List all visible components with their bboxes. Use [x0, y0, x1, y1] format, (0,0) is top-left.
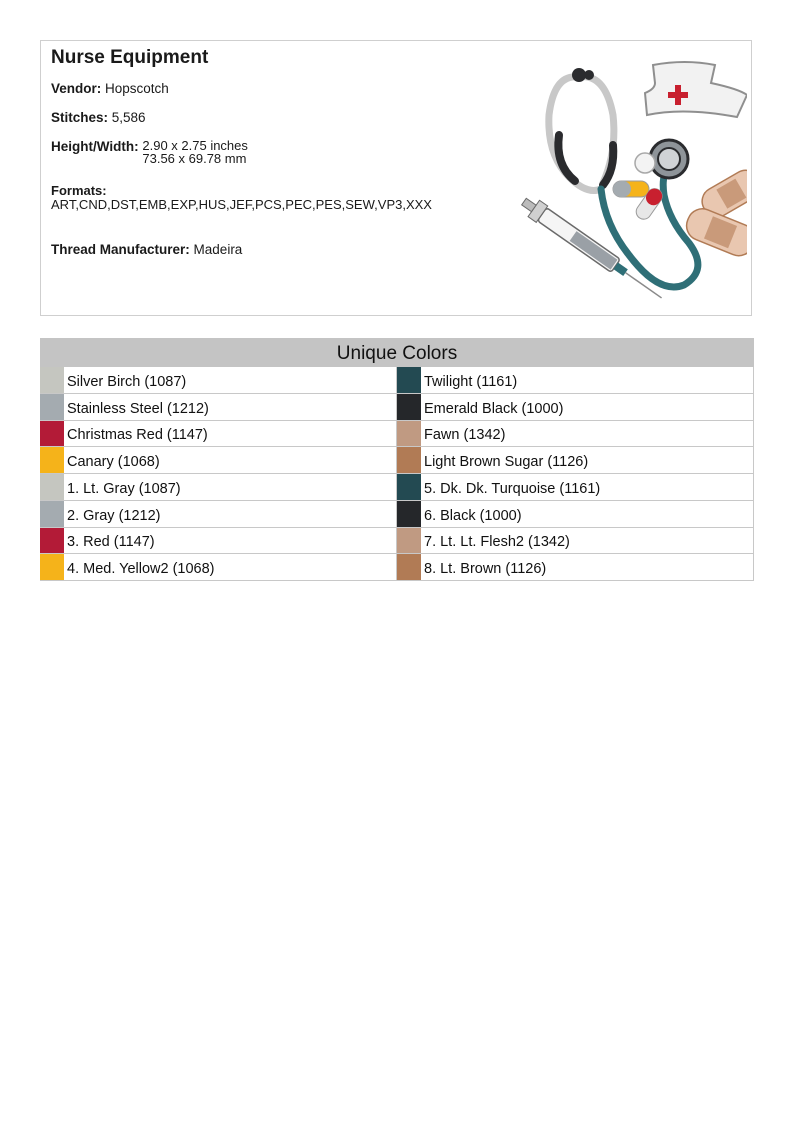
vendor-label: Vendor:: [51, 81, 102, 96]
color-label: Fawn (1342): [424, 427, 506, 444]
color-row-cell: [397, 554, 754, 581]
color-swatch: [40, 421, 64, 447]
color-label: Stainless Steel (1212): [67, 400, 209, 417]
thread-manufacturer-label: Thread Manufacturer:: [51, 242, 190, 257]
color-swatch: [397, 367, 421, 393]
color-row-cell: [40, 394, 397, 421]
color-swatch: [40, 474, 64, 500]
color-label: Christmas Red (1147): [67, 427, 208, 444]
height-width-label: Height/Width:: [51, 139, 139, 154]
color-label: 5. Dk. Dk. Turquoise (1161): [424, 480, 601, 497]
height-width-mm: 73.56 x 69.78 mm: [142, 151, 247, 166]
height-width-value: [142, 139, 248, 165]
color-label: Light Brown Sugar (1126): [424, 454, 589, 471]
vendor-value: Hopscotch: [105, 81, 169, 96]
color-label: 1. Lt. Gray (1087): [67, 480, 181, 497]
color-row-cell: [397, 447, 754, 474]
color-row-cell: [40, 528, 397, 555]
color-row-cell: [397, 501, 754, 528]
formats-label: Formats:: [51, 183, 107, 198]
thread-manufacturer-value: Madeira: [193, 242, 243, 257]
color-label: Emerald Black (1000): [424, 400, 564, 417]
unique-colors-header: Unique Colors: [40, 338, 754, 367]
embroidery-design-preview: [509, 55, 747, 305]
color-row-cell: [40, 474, 397, 501]
color-row-cell: [397, 474, 754, 501]
color-label: Canary (1068): [67, 454, 160, 471]
height-width-row: [51, 139, 248, 165]
color-swatch: [40, 554, 64, 580]
color-swatch: [397, 421, 421, 447]
color-label: Twilight (1161): [424, 373, 518, 390]
formats-value: ART,CND,DST,EMB,EXP,HUS,JEF,PCS,PEC,PES,SEW,VP3,XXX: [51, 197, 432, 212]
color-swatch: [40, 394, 64, 420]
color-row-cell: [397, 528, 754, 555]
color-row-cell: [40, 421, 397, 448]
color-row-cell: [40, 367, 397, 394]
color-row-cell: [397, 394, 754, 421]
height-width-inches: 2.90 x 2.75 inches: [142, 138, 248, 153]
nurse-cap-icon: [645, 62, 747, 117]
thread-manufacturer-row: [51, 242, 242, 258]
color-swatch: [397, 474, 421, 500]
color-swatch: [397, 528, 421, 554]
unique-colors-table: [40, 338, 754, 581]
color-label: 2. Gray (1212): [67, 507, 161, 524]
color-swatch: [397, 394, 421, 420]
stitches-label: Stitches:: [51, 110, 109, 125]
color-label: 6. Black (1000): [424, 507, 522, 524]
color-swatch: [397, 501, 421, 527]
color-label: 7. Lt. Lt. Flesh2 (1342): [424, 534, 570, 551]
color-row-cell: [40, 447, 397, 474]
vendor-row: [51, 81, 169, 97]
stitches-value: 5,586: [111, 110, 146, 125]
stitches-row: [51, 110, 146, 126]
color-label: 3. Red (1147): [67, 534, 155, 551]
color-swatch: [40, 447, 64, 473]
color-label: 4. Med. Yellow2 (1068): [67, 561, 215, 578]
color-swatch: [40, 367, 64, 393]
color-row-cell: [397, 421, 754, 448]
color-swatch: [40, 528, 64, 554]
color-grid: [40, 367, 754, 581]
color-swatch: [397, 554, 421, 580]
color-swatch: [397, 447, 421, 473]
design-title: Nurse Equipment: [51, 47, 209, 68]
color-row-cell: [397, 367, 754, 394]
color-row-cell: [40, 554, 397, 581]
color-label: 8. Lt. Brown (1126): [424, 561, 547, 578]
color-row-cell: [40, 501, 397, 528]
color-swatch: [40, 501, 64, 527]
color-label: Silver Birch (1087): [67, 373, 187, 390]
design-info-panel: [40, 40, 752, 316]
